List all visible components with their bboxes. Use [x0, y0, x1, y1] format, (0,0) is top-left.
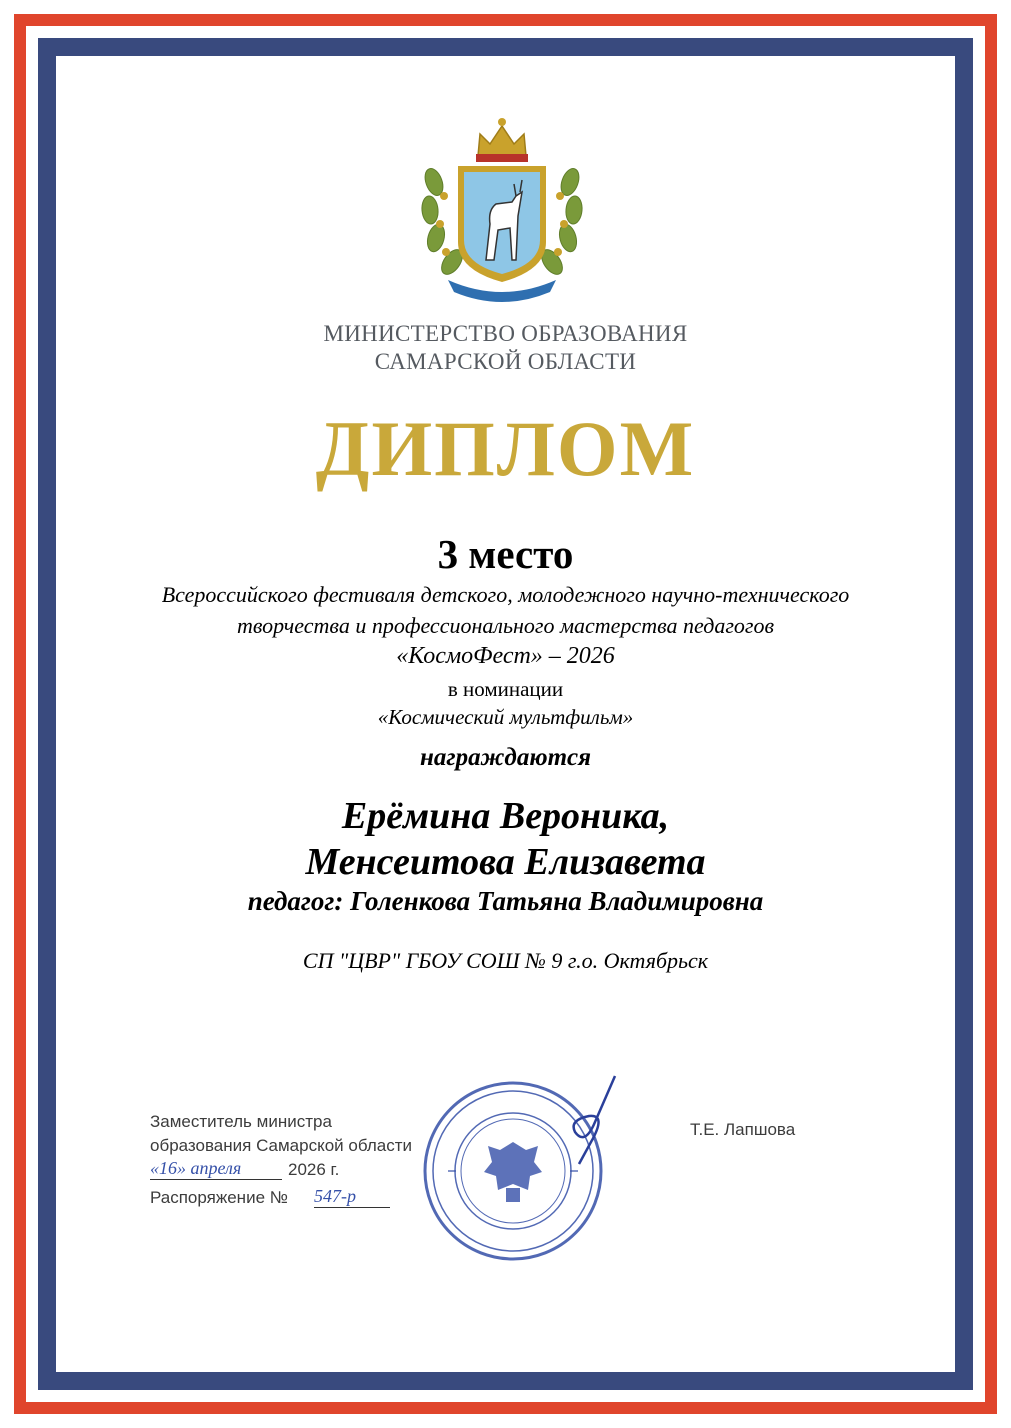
festival-name: «КосмоФест» – 2026 — [396, 643, 615, 669]
coat-of-arms-icon — [418, 112, 586, 304]
ministry-line-1: МИНИСТЕРСТВО ОБРАЗОВАНИЯ — [323, 321, 688, 346]
nomination-name: «Космический мультфильм» — [377, 705, 634, 729]
recipient-2: Менсеитова Елизавета — [305, 841, 706, 883]
diploma-title: ДИПЛОМ — [315, 405, 696, 492]
order-label: Распоряжение № — [150, 1188, 288, 1207]
teacher-line: педагог: Голенкова Татьяна Владимировна — [247, 886, 764, 916]
ministry-line-2: САМАРСКОЙ ОБЛАСТИ — [374, 349, 637, 374]
place-heading: 3 место — [437, 531, 574, 577]
signer-position-line-2: образования Самарской области — [150, 1136, 412, 1155]
festival-line-2: творчества и профессионального мастерства педагогов — [236, 613, 775, 638]
recipient-1: Ерёмина Вероника, — [341, 795, 670, 837]
signer-name: Т.Е. Лапшова — [690, 1120, 796, 1139]
date-year: 2026 г. — [288, 1160, 340, 1179]
school-name: СП "ЦВР" ГБОУ СОШ № 9 г.о. Октябрьск — [302, 948, 709, 973]
festival-line-1: Всероссийского фестиваля детского, молодежного научно-технического — [161, 582, 850, 607]
order-number: 547-р — [314, 1186, 390, 1208]
handwritten-signature-icon — [555, 1072, 625, 1172]
date-day: «16» апреля — [150, 1158, 282, 1180]
awarded-label: награждаются — [420, 744, 591, 771]
signer-position-line-1: Заместитель министра — [150, 1112, 332, 1131]
nomination-intro: в номинации — [447, 677, 564, 701]
date-field — [150, 1158, 290, 1180]
